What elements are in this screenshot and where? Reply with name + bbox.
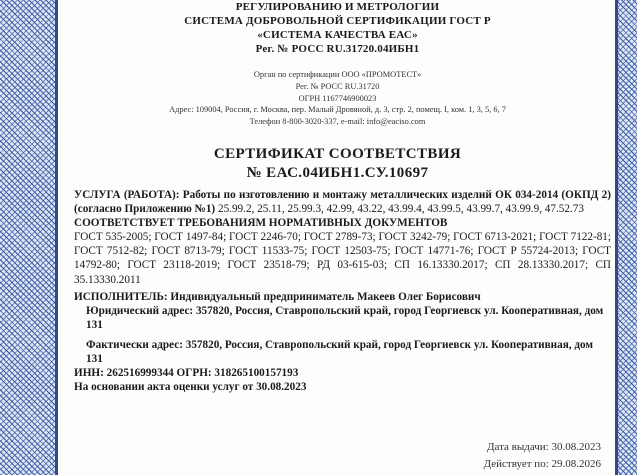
organ-reg-number: Рег. № РОСС RU.31720: [295, 81, 380, 91]
conformity-docs: ГОСТ 535-2005; ГОСТ 1497-84; ГОСТ 2246-70; ГОСТ 2789-73; ГОСТ 3242-79; ГОСТ 6713-2021; ГОСТ 7122-81; ГОСТ 7512-82; ГОСТ 8713-79; ГОСТ 11533-75; ГОСТ 12503-75; ГОСТ 14771-76; ГОСТ Р 55724-2013; ГОСТ 14792-80; ГОСТ 23118-2019; ГОСТ 23518-79; РД 03-615-03; СП 16.13330.2017; СП 28.13330.2017; СП 35.13330.2011: [74, 231, 611, 286]
certificate-number: № ЕАС.04ИБН1.СУ.10697: [246, 164, 429, 181]
organ-address: Адрес: 109004, Россия, г. Москва, пер. Малый Дровяной, д. 3, стр. 2, помещ. I, ком. 1, 3, 5, 6, 7: [169, 105, 506, 115]
certificate-dates: [484, 439, 601, 473]
certificate-content: [62, 0, 613, 475]
conformity-label: СООТВЕТСТВУЕТ ТРЕБОВАНИЯМ НОРМАТИВНЫХ ДОКУМЕНТОВ: [74, 217, 448, 230]
decorative-border-left: [0, 0, 58, 475]
organ-ogrn: ОГРН 1167746900023: [298, 93, 377, 103]
certificate-body: [62, 188, 613, 394]
header-line-3: «СИСТЕМА КАЧЕСТВА ЕАС»: [257, 29, 418, 41]
service-codes: 25.99.2, 25.11, 25.99.3, 42.99, 43.22, 43.99.4, 43.99.5, 43.99.7, 43.99.9, 47.52.73: [215, 203, 584, 216]
assessment-basis: На основании акта оценки услуг от 30.08.2023: [74, 381, 307, 394]
decorative-border-right: [615, 0, 637, 475]
executor-actual-address: Фактически адрес: 357820, Россия, Ставропольский край, город Георгиевск ул. Кооперативная, дом 131: [86, 338, 594, 366]
organ-name: Орган по сертификации ООО «ПРОМОТЕСТ»: [253, 70, 422, 79]
service-section: [74, 188, 611, 216]
executor-label: ИСПОЛНИТЕЛЬ: Индивидуальный предприниматель Макеев Олег Борисович: [74, 290, 481, 303]
valid-until-date: Действует по: 29.08.2026: [483, 458, 601, 470]
executor-legal-address: Юридический адрес: 357820, Россия, Ставропольский край, город Георгиевск ул. Кооперативная, дом 131: [86, 304, 604, 331]
executor-ids: ИНН: 262516999344 ОГРН: 318265100157193: [74, 367, 299, 380]
certificate-title: СЕРТИФИКАТ СООТВЕТСТВИЯ: [213, 145, 462, 162]
header-line-1: РЕГУЛИРОВАНИЮ И МЕТРОЛОГИИ: [235, 1, 440, 13]
issue-date: Дата выдачи: 30.08.2023: [486, 441, 601, 453]
header-line-2: СИСТЕМА ДОБРОВОЛЬНОЙ СЕРТИФИКАЦИИ ГОСТ Р: [184, 15, 491, 27]
header-line-4: Рег. № РОСС RU.31720.04ИБН1: [255, 43, 420, 55]
organ-contacts: Телефон 8-800-3020-337, e-mail: info@eaciso.com: [249, 117, 426, 127]
service-label: УСЛУГА (РАБОТА): Работы по изготовлению и монтажу металлических изделий ОК 034-2014 (ОКПД 2) (согласно Приложению №1): [74, 188, 611, 216]
